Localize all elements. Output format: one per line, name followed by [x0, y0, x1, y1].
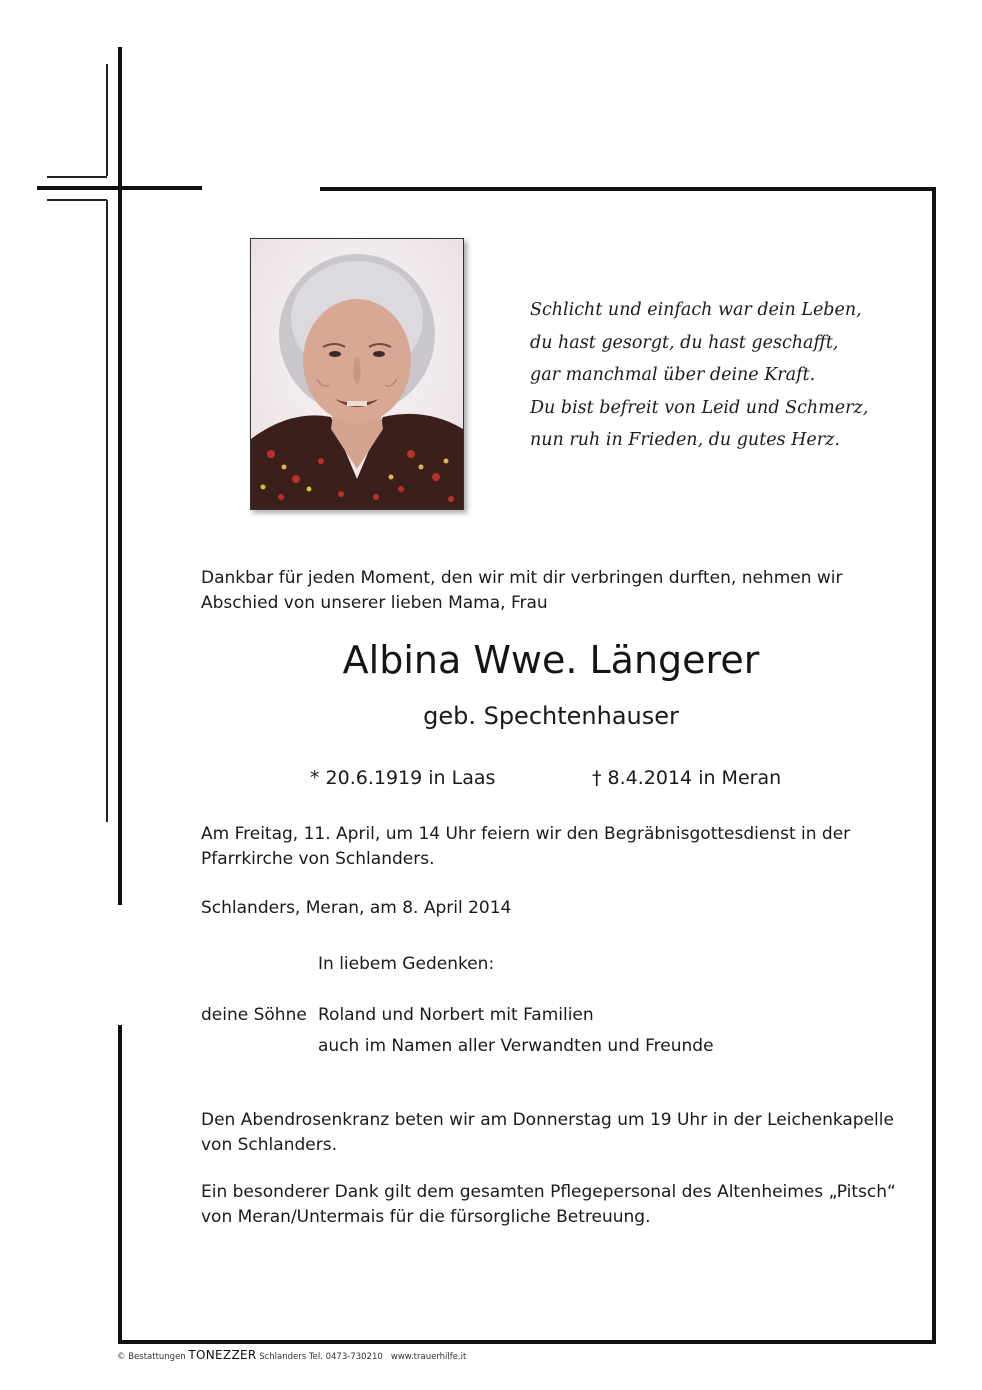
death-date: † 8.4.2014 in Meran [592, 767, 782, 789]
place-and-date: Schlanders, Meran, am 8. April 2014 [201, 898, 512, 918]
mourners-heading: In liebem Gedenken: [318, 954, 495, 974]
poem-line: du hast gesorgt, du hast geschafft, [530, 332, 839, 353]
footer-location: Schlanders [259, 1352, 307, 1362]
cross-inner-vertical [106, 64, 108, 176]
poem-line: gar manchmal über deine Kraft. [530, 365, 816, 385]
frame-left-bottom [118, 1025, 122, 1344]
frame-right [932, 187, 936, 1344]
deceased-name: Albina Wwe. Längerer [342, 638, 760, 682]
poem-line: Schlicht und einfach war dein Leben, [530, 300, 862, 320]
footer-website[interactable]: www.trauerhilfe.it [390, 1352, 467, 1362]
poem-line: nun ruh in Frieden, du gutes Herz. [530, 430, 840, 450]
cross-vertical-top [118, 47, 122, 905]
portrait-photo [250, 238, 464, 510]
rosary-notice: Den Abendrosenkranz beten wir am Donnerstag um 19 Uhr in der Leichenkapelle von Schlanders. [201, 1110, 894, 1155]
mourners-relation: deine Söhne [201, 1005, 307, 1025]
mourners-names: Roland und Norbert mit Familien [318, 1005, 594, 1025]
cross-arm-lower-thin [47, 199, 107, 201]
footer-prefix: © Bestattungen [117, 1352, 186, 1362]
cross-arm [37, 186, 202, 190]
frame-bottom [118, 1340, 936, 1344]
thanks-notice: Ein besonderer Dank gilt dem gesamten Pflegepersonal des Altenheimes „Pitsch“ von Meran/Untermais für die fürsorgliche Betreuung. [201, 1182, 896, 1227]
footer-brand: TONEZZER [188, 1348, 257, 1362]
intro-text: Dankbar für jeden Moment, den wir mit dir verbringen durften, nehmen wir Abschied von unserer lieben Mama, Frau [201, 568, 843, 613]
cross-arm-upper-thin [47, 176, 107, 178]
frame-top [320, 187, 936, 191]
mourners-also: auch im Namen aller Verwandten und Freunde [318, 1036, 714, 1056]
footer-credit [117, 1349, 466, 1363]
cross-inner-vertical-lower [106, 200, 108, 822]
birth-name: geb. Spechtenhauser [423, 702, 679, 730]
poem-line: Du bist befreit von Leid und Schmerz, [530, 397, 869, 418]
memorial-poem [530, 294, 910, 457]
funeral-notice: Am Freitag, 11. April, um 14 Uhr feiern wir den Begräbnisgottesdienst in der Pfarrkirche von Schlanders. [201, 824, 851, 869]
birth-date: * 20.6.1919 in Laas [310, 767, 496, 789]
footer-phone: Tel. 0473-730210 [308, 1352, 383, 1362]
